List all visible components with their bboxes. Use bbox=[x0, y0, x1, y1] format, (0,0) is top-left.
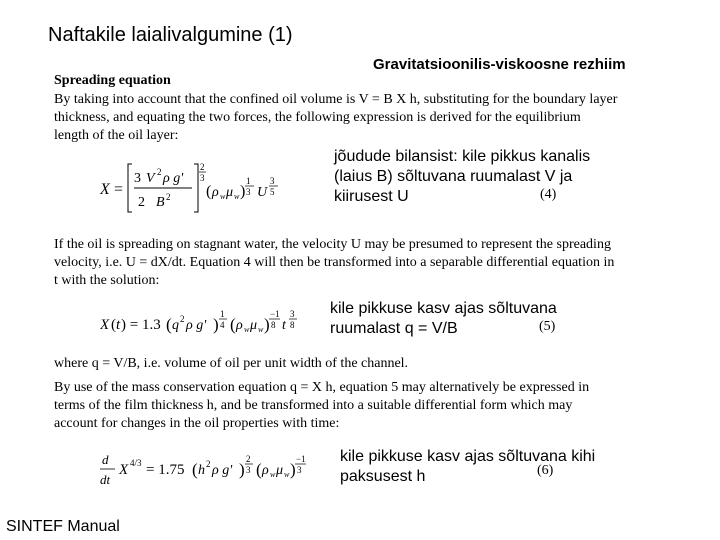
paragraph-mass-conservation bbox=[54, 379, 589, 433]
svg-text:h: h bbox=[198, 463, 205, 478]
note-line: kile pikkuse kasv ajas sõltuvana bbox=[330, 300, 557, 317]
note-line: jõudude bilansist: kile pikkus kanalis bbox=[334, 148, 591, 165]
svg-text:2: 2 bbox=[246, 454, 251, 464]
paragraph-definition: where q = V/B, i.e. volume of oil per unit width of the channel. bbox=[54, 356, 409, 371]
svg-text:): ) bbox=[264, 315, 270, 334]
paragraph-line: By use of the mass conservation equation q = X h, equation 5 may alternatively be expressed in bbox=[54, 380, 590, 395]
svg-text:ρ: ρ bbox=[212, 185, 219, 200]
svg-text:4: 4 bbox=[220, 320, 225, 330]
svg-text:ρ g': ρ g' bbox=[163, 171, 184, 186]
equation-6 bbox=[100, 446, 320, 497]
equation-4 bbox=[100, 158, 300, 223]
svg-text:w: w bbox=[244, 325, 250, 334]
slide-title: Naftakile laialivalgumine (1) bbox=[48, 24, 293, 46]
svg-text:= 1.75: = 1.75 bbox=[146, 462, 185, 478]
svg-text:3: 3 bbox=[297, 465, 302, 475]
svg-text:4/3: 4/3 bbox=[130, 458, 142, 468]
paragraph-line: t with the solution: bbox=[54, 273, 160, 288]
note-equation-6 bbox=[340, 447, 595, 487]
svg-text:dt: dt bbox=[100, 472, 111, 487]
svg-text:2: 2 bbox=[166, 192, 171, 202]
svg-text:ρ: ρ bbox=[262, 463, 269, 478]
svg-text:1: 1 bbox=[246, 176, 251, 186]
svg-text:−1: −1 bbox=[296, 454, 306, 464]
svg-text:w: w bbox=[220, 192, 226, 201]
equation-5 bbox=[100, 304, 310, 349]
svg-text:X: X bbox=[100, 317, 110, 333]
document-heading: Spreading equation bbox=[54, 73, 171, 88]
svg-text:): ) bbox=[239, 460, 245, 479]
svg-text:8: 8 bbox=[290, 320, 295, 330]
svg-text:2: 2 bbox=[157, 167, 162, 177]
svg-text:w: w bbox=[234, 192, 240, 201]
paragraph-line: thickness, and equating the two forces, the following expression is derived for the equilibrium bbox=[54, 110, 581, 125]
svg-text:w: w bbox=[284, 470, 290, 479]
svg-text:ρ g': ρ g' bbox=[212, 463, 233, 478]
svg-text:2: 2 bbox=[206, 459, 211, 469]
svg-text:3: 3 bbox=[246, 465, 251, 475]
svg-text:d: d bbox=[102, 452, 109, 467]
svg-text:t: t bbox=[282, 318, 286, 333]
svg-text:2: 2 bbox=[180, 314, 185, 324]
paragraph-line: By taking into account that the confined oil volume is V = B X h, substituting for the boundary layer bbox=[54, 92, 618, 107]
svg-text:q: q bbox=[172, 318, 179, 333]
svg-text:X: X bbox=[119, 462, 129, 478]
svg-text:8: 8 bbox=[271, 320, 276, 330]
equation-6-formula bbox=[100, 446, 320, 492]
svg-text:−1: −1 bbox=[270, 309, 280, 319]
svg-text:3: 3 bbox=[134, 171, 141, 186]
equation-5-formula bbox=[100, 304, 310, 344]
note-line: (laius B) sõltuvana ruumalast V ja bbox=[334, 168, 573, 185]
svg-text:B: B bbox=[156, 195, 165, 210]
svg-text:ρ: ρ bbox=[236, 318, 243, 333]
svg-text:U: U bbox=[257, 185, 268, 200]
paragraph-line: velocity, i.e. U = dX/dt. Equation 4 will then be transformed into a separable differential equation in bbox=[54, 255, 615, 270]
note-equation-4 bbox=[334, 147, 590, 207]
svg-text:(: ( bbox=[192, 460, 198, 479]
paragraph-line: terms of the film thickness h, and be transformed into a suitable differential form which may bbox=[54, 398, 573, 413]
footer-source: SINTEF Manual bbox=[6, 518, 120, 535]
svg-text:μ: μ bbox=[250, 318, 258, 333]
svg-text:5: 5 bbox=[270, 187, 275, 197]
svg-text:(: ( bbox=[256, 460, 262, 479]
equation-number: (6) bbox=[537, 463, 554, 478]
equation-number: (5) bbox=[539, 319, 556, 334]
note-equation-5 bbox=[330, 299, 557, 339]
svg-text:3: 3 bbox=[200, 173, 205, 183]
equation-4-formula bbox=[100, 158, 300, 218]
svg-text:): ) bbox=[213, 315, 219, 334]
svg-text:2: 2 bbox=[200, 162, 205, 172]
svg-text:1: 1 bbox=[220, 309, 225, 319]
svg-text:3: 3 bbox=[246, 187, 251, 197]
equation-number: (4) bbox=[540, 187, 557, 202]
note-line: ruumalast q = V/B bbox=[330, 320, 458, 337]
paragraph-line: length of the oil layer: bbox=[54, 128, 179, 143]
svg-text:V: V bbox=[146, 171, 155, 186]
svg-text:μ: μ bbox=[226, 185, 234, 200]
paragraph-spreading bbox=[54, 236, 614, 290]
svg-text:t: t bbox=[116, 317, 121, 333]
svg-text:): ) bbox=[290, 460, 296, 479]
svg-text:μ: μ bbox=[276, 463, 284, 478]
svg-text:X: X bbox=[100, 181, 110, 198]
note-line: kiirusest U bbox=[334, 188, 409, 205]
svg-text:3: 3 bbox=[290, 309, 295, 319]
svg-text:=: = bbox=[114, 181, 124, 198]
svg-text:(: ( bbox=[166, 315, 172, 334]
paragraph-line: account for changes in the oil properties with time: bbox=[54, 416, 340, 431]
svg-text:w: w bbox=[270, 470, 276, 479]
svg-text:2: 2 bbox=[138, 195, 145, 210]
svg-text:(: ( bbox=[206, 183, 212, 200]
svg-text:3: 3 bbox=[270, 176, 275, 186]
note-line: paksusest h bbox=[340, 468, 426, 485]
note-line: kile pikkuse kasv ajas sõltuvana kihi bbox=[340, 448, 596, 465]
svg-text:) = 1.3: ) = 1.3 bbox=[121, 317, 161, 333]
svg-text:): ) bbox=[240, 183, 246, 200]
svg-text:(: ( bbox=[111, 317, 116, 333]
svg-text:w: w bbox=[258, 325, 264, 334]
regime-subtitle: Gravitatsioonilis-viskoosne rezhiim bbox=[373, 56, 626, 73]
paragraph-line: If the oil is spreading on stagnant water, the velocity U may be presumed to represent the spreading bbox=[54, 237, 611, 252]
svg-text:ρ g': ρ g' bbox=[186, 318, 207, 333]
paragraph-intro bbox=[54, 91, 617, 145]
svg-text:(: ( bbox=[230, 315, 236, 334]
